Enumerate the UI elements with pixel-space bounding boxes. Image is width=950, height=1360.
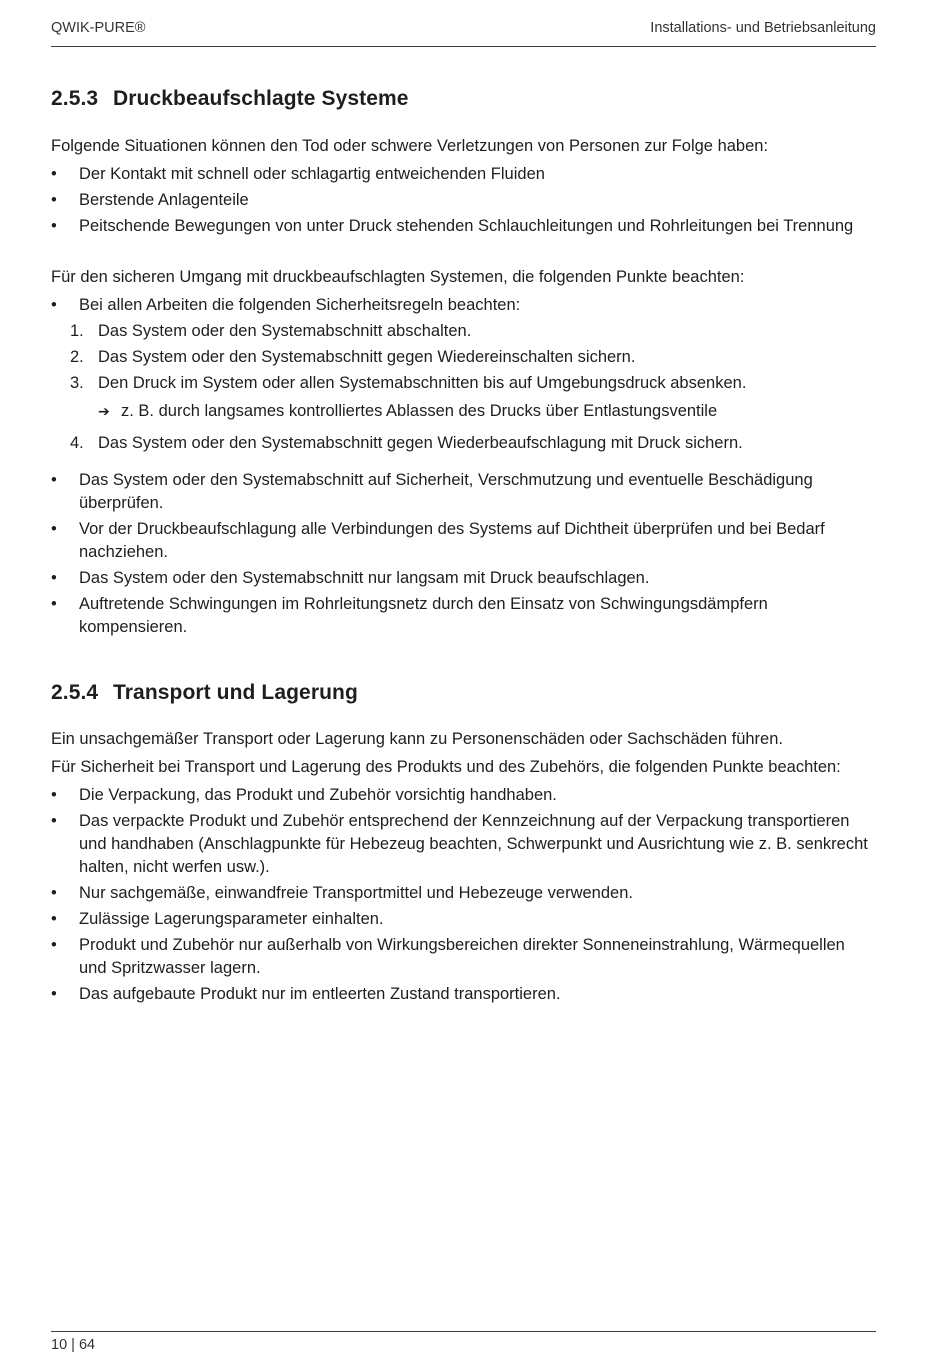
step-result <box>98 400 876 423</box>
list-item: • Auftretende Schwingungen im Rohrleitungsnetz durch den Einsatz von Schwingungsdämpfern kompensieren. <box>51 593 876 639</box>
section-number: 2.5.4 <box>51 681 99 704</box>
list-item: • Zulässige Lagerungsparameter einhalten. <box>51 908 876 931</box>
step-number: 4. <box>70 434 84 452</box>
step-item <box>51 346 876 369</box>
hazard-list <box>51 163 876 238</box>
section-number: 2.5.3 <box>51 87 99 110</box>
page-number: 10 | 64 <box>51 1337 96 1353</box>
step-number: 1. <box>70 322 84 340</box>
step-text: Den Druck im System oder allen Systemabschnitten bis auf Umgebungsdruck absenken. <box>98 374 747 392</box>
handling-intro: Für den sicheren Umgang mit druckbeaufschlagten Systemen, die folgenden Punkte beachten: <box>51 268 745 286</box>
safety-rules-list <box>51 320 876 455</box>
arrow-right-icon: ➔ <box>98 403 110 419</box>
result-text: z. B. durch langsames kontrolliertes Ablassen des Drucks über Entlastungsventile <box>121 402 718 420</box>
step-number: 2. <box>70 348 84 366</box>
transport-list <box>51 784 876 1006</box>
step-text: Das System oder den Systemabschnitt abschalten. <box>98 322 472 340</box>
step-item <box>51 320 876 343</box>
handling-list <box>51 294 876 317</box>
document-title: Installations- und Betriebsanleitung <box>650 20 876 36</box>
list-item: • Der Kontakt mit schnell oder schlagartig entweichenden Fluiden <box>51 163 876 186</box>
section-title: Druckbeaufschlagte Systeme <box>113 87 409 110</box>
list-item: • Die Verpackung, das Produkt und Zubehör vorsichtig handhaben. <box>51 784 876 807</box>
step-text: Das System oder den Systemabschnitt gegen Wiederbeaufschlagung mit Druck sichern. <box>98 434 743 452</box>
list-item <box>51 294 876 317</box>
page-header <box>51 20 876 47</box>
hazard-intro: Folgende Situationen können den Tod oder schwere Verletzungen von Personen zur Folge haben: <box>51 137 769 155</box>
list-item: • Produkt und Zubehör nur außerhalb von Wirkungsbereichen direkter Sonneneinstrahlung, Wärmequellen und Spritzwasser lagern. <box>51 934 876 980</box>
step-item <box>51 432 876 455</box>
page-content <box>51 84 876 1006</box>
step-item <box>51 372 876 423</box>
list-item: • Berstende Anlagenteile <box>51 189 876 212</box>
rules-label: Bei allen Arbeiten die folgenden Sicherheitsregeln beachten: <box>79 296 521 314</box>
page-footer <box>51 1331 876 1353</box>
list-item: • Das System oder den Systemabschnitt nur langsam mit Druck beaufschlagen. <box>51 567 876 590</box>
section-title: Transport und Lagerung <box>113 681 358 704</box>
product-name: QWIK-PURE® <box>51 20 146 36</box>
list-item: • Das aufgebaute Produkt nur im entleerten Zustand transportieren. <box>51 983 876 1006</box>
section-heading-253 <box>51 84 876 114</box>
transport-intro-1: Ein unsachgemäßer Transport oder Lagerung kann zu Personenschäden oder Sachschäden führen. <box>51 730 783 748</box>
additional-points-list <box>51 469 876 639</box>
list-item: • Peitschende Bewegungen von unter Druck stehenden Schlauchleitungen und Rohrleitungen bei Trennung <box>51 215 876 238</box>
section-heading-254 <box>51 678 876 708</box>
list-item: • Das verpackte Produkt und Zubehör entsprechend der Kennzeichnung auf der Verpackung transportieren und handhaben (Anschlagpunkte für Hebezeug beachten, Schwerpunkt und Ausrichtung wie z. B. senkrecht halten, nicht werfen usw.). <box>51 810 876 879</box>
step-text: Das System oder den Systemabschnitt gegen Wiedereinschalten sichern. <box>98 348 636 366</box>
list-item: • Vor der Druckbeaufschlagung alle Verbindungen des Systems auf Dichtheit überprüfen und bei Bedarf nachziehen. <box>51 518 876 564</box>
list-item: • Nur sachgemäße, einwandfreie Transportmittel und Hebezeuge verwenden. <box>51 882 876 905</box>
step-number: 3. <box>70 374 84 392</box>
transport-intro-2: Für Sicherheit bei Transport und Lagerung des Produkts und des Zubehörs, die folgenden Punkte beachten: <box>51 758 841 776</box>
list-item: • Das System oder den Systemabschnitt auf Sicherheit, Verschmutzung und eventuelle Beschädigung überprüfen. <box>51 469 876 515</box>
